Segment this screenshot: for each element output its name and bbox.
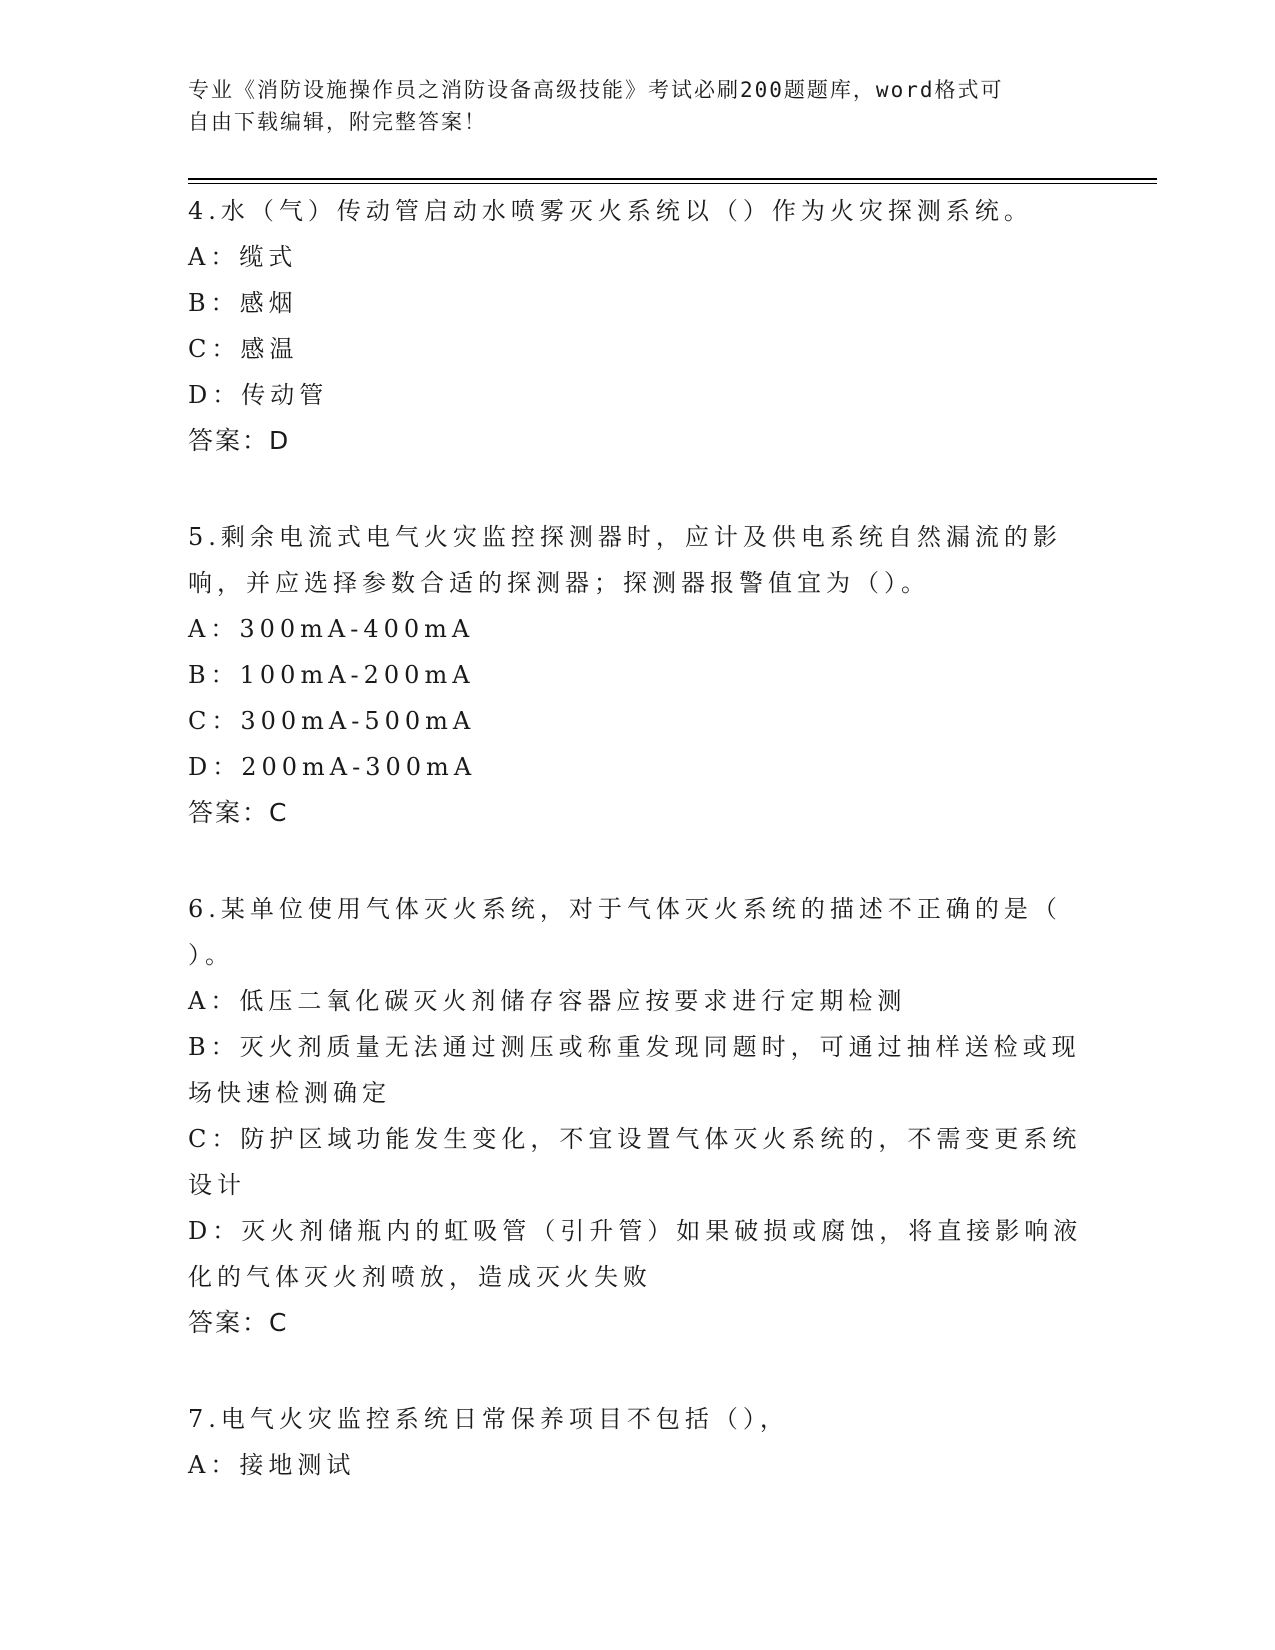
option-a: A：缆式 bbox=[188, 243, 298, 271]
option-b: B：100mA-200mA bbox=[188, 661, 475, 689]
question-stem-continued: ）。 bbox=[188, 941, 234, 969]
option-d-continued: 化的气体灭火剂喷放，造成灭火失败 bbox=[188, 1263, 652, 1291]
answer: 答案：D bbox=[188, 426, 291, 455]
answer: 答案：C bbox=[188, 798, 289, 827]
option-a: A：300mA-400mA bbox=[188, 615, 475, 643]
question-7 bbox=[188, 1396, 1088, 1488]
option-c: C：感温 bbox=[188, 335, 299, 363]
option-c: C：300mA-500mA bbox=[188, 707, 476, 735]
question-stem-continued: 响，并应选择参数合适的探测器；探测器报警值宜为（）。 bbox=[188, 569, 930, 597]
option-c: C：防护区域功能发生变化，不宜设置气体灭火系统的，不需变更系统 bbox=[188, 1125, 1082, 1153]
document-header bbox=[188, 74, 1088, 138]
option-b: B：感烟 bbox=[188, 289, 298, 317]
option-a: A：接地测试 bbox=[188, 1451, 356, 1479]
option-d: D：200mA-300mA bbox=[188, 753, 477, 781]
question-stem: 6.某单位使用气体灭火系统，对于气体灭火系统的描述不正确的是（ bbox=[188, 895, 1062, 923]
question-6 bbox=[188, 886, 1088, 1346]
option-c-continued: 设计 bbox=[188, 1171, 246, 1199]
option-d: D：传动管 bbox=[188, 381, 329, 409]
header-line-2: 自由下载编辑，附完整答案！ bbox=[188, 110, 487, 134]
header-divider-thin bbox=[188, 183, 1157, 184]
header-line-1: 专业《消防设施操作员之消防设备高级技能》考试必刷200题题库，word格式可 bbox=[188, 78, 1004, 102]
question-list bbox=[188, 188, 1088, 1538]
question-5 bbox=[188, 514, 1088, 836]
question-stem: 5.剩余电流式电气火灾监控探测器时，应计及供电系统自然漏流的影 bbox=[188, 523, 1062, 551]
header-divider-thick bbox=[188, 178, 1157, 180]
option-b-continued: 场快速检测确定 bbox=[188, 1079, 391, 1107]
question-4 bbox=[188, 188, 1088, 464]
option-a: A：低压二氧化碳灭火剂储存容器应按要求进行定期检测 bbox=[188, 987, 907, 1015]
option-d: D：灭火剂储瓶内的虹吸管（引升管）如果破损或腐蚀，将直接影响液 bbox=[188, 1217, 1083, 1245]
question-stem: 7.电气火灾监控系统日常保养项目不包括（）， bbox=[188, 1405, 789, 1433]
option-b: B：灭火剂质量无法通过测压或称重发现同题时，可通过抽样送检或现 bbox=[188, 1033, 1081, 1061]
answer: 答案：C bbox=[188, 1308, 289, 1337]
question-stem: 4.水（气）传动管启动水喷雾灭火系统以（）作为火灾探测系统。 bbox=[188, 197, 1033, 225]
